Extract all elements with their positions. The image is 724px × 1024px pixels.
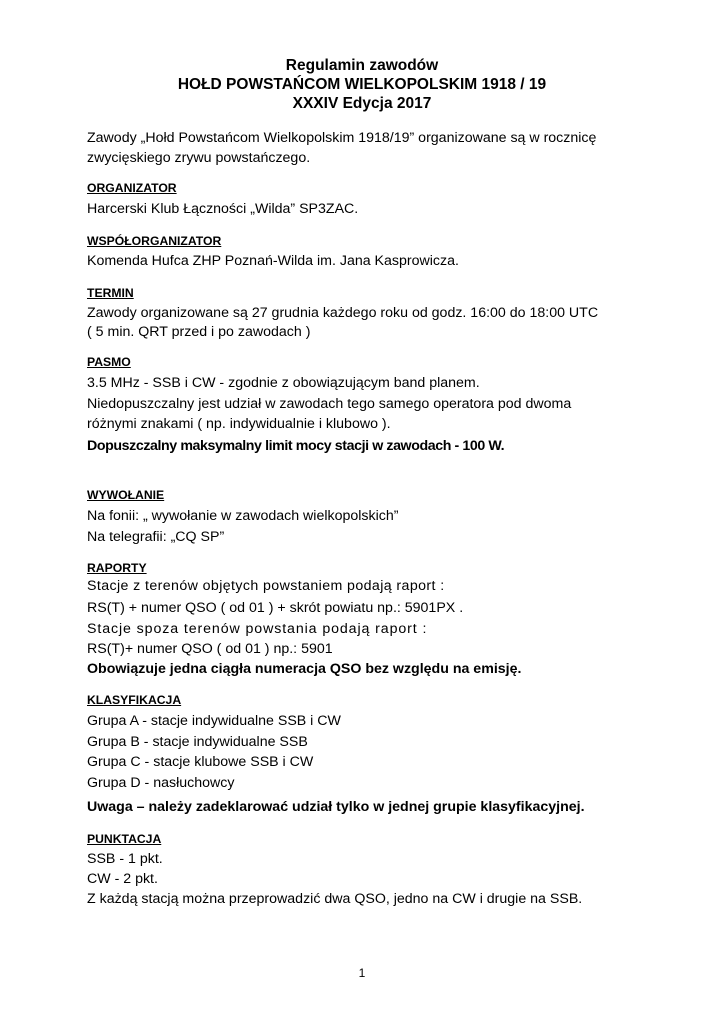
pasmo-line-1: 3.5 MHz - SSB i CW - zgodnie z obowiązującym band planem.: [87, 375, 480, 391]
organizator-heading: ORGANIZATOR: [87, 181, 177, 195]
pasmo-heading: PASMO: [87, 355, 131, 369]
raporty-line-2: RS(T) + numer QSO ( od 01 ) + skrót powiatu np.: 5901PX .: [87, 600, 464, 616]
punktacja-note: Z każdą stacją można przeprowadzić dwa QSO, jedno na CW i drugie na SSB.: [87, 891, 583, 907]
document-title: Regulamin zawodów: [285, 57, 439, 74]
punktacja-ssb: SSB - 1 pkt.: [87, 851, 163, 867]
page-number: 1: [358, 966, 366, 980]
raporty-line-1: Stacje z terenów objętych powstaniem podają raport :: [87, 578, 445, 594]
raporty-numbering-note: Obowiązuje jedna ciągła numeracja QSO bez względu na emisję.: [87, 661, 522, 677]
pasmo-line-2: Niedopuszczalny jest udział w zawodach tego samego operatora pod dwoma: [87, 396, 572, 412]
wspolorganizator-text: Komenda Hufca ZHP Poznań-Wilda im. Jana Kasprowicza.: [87, 253, 459, 269]
wywolanie-heading: WYWOŁANIE: [87, 488, 165, 502]
edition-label: XXXIV Edycja 2017: [292, 95, 432, 112]
klasyfikacja-group-c: Grupa C - stacje klubowe SSB i CW: [87, 754, 314, 770]
termin-line-2: ( 5 min. QRT przed i po zawodach ): [87, 324, 311, 340]
wywolanie-line-2: Na telegrafii: „CQ SP”: [87, 529, 225, 545]
intro-line-1: Zawody „Hołd Powstańcom Wielkopolskim 1918/19” organizowane są w rocznicę: [87, 130, 597, 146]
wywolanie-line-1: Na fonii: „ wywołanie w zawodach wielkopolskich”: [87, 508, 399, 524]
intro-line-2: zwycięskiego zrywu powstańczego.: [87, 150, 311, 166]
wspolorganizator-heading: WSPÓŁORGANIZATOR: [87, 234, 222, 248]
organizator-text: Harcerski Klub Łączności „Wilda” SP3ZAC.: [87, 201, 359, 217]
klasyfikacja-group-d: Grupa D - nasłuchowcy: [87, 775, 235, 791]
pasmo-line-3: różnymi znakami ( np. indywidualnie i klubowo ).: [87, 416, 391, 432]
punktacja-heading: PUNKTACJA: [87, 832, 162, 846]
pasmo-power-limit: Dopuszczalny maksymalny limit mocy stacji w zawodach - 100 W.: [87, 438, 505, 454]
raporty-line-3: Stacje spoza terenów powstania podają raport :: [87, 621, 428, 637]
punktacja-cw: CW - 2 pkt.: [87, 871, 158, 887]
klasyfikacja-group-a: Grupa A - stacje indywidualne SSB i CW: [87, 713, 341, 729]
klasyfikacja-heading: KLASYFIKACJA: [87, 693, 182, 707]
raporty-line-4: RS(T)+ numer QSO ( od 01 ) np.: 5901: [87, 641, 333, 657]
contest-name: HOŁD POWSTAŃCOM WIELKOPOLSKIM 1918 / 19: [177, 76, 547, 93]
klasyfikacja-note: Uwaga – należy zadeklarować udział tylko w jednej grupie klasyfikacyjnej.: [87, 799, 585, 815]
klasyfikacja-group-b: Grupa B - stacje indywidualne SSB: [87, 734, 308, 750]
raporty-heading: RAPORTY: [87, 561, 147, 575]
termin-heading: TERMIN: [87, 286, 134, 300]
termin-line-1: Zawody organizowane są 27 grudnia każdego roku od godz. 16:00 do 18:00 UTC: [87, 305, 599, 321]
